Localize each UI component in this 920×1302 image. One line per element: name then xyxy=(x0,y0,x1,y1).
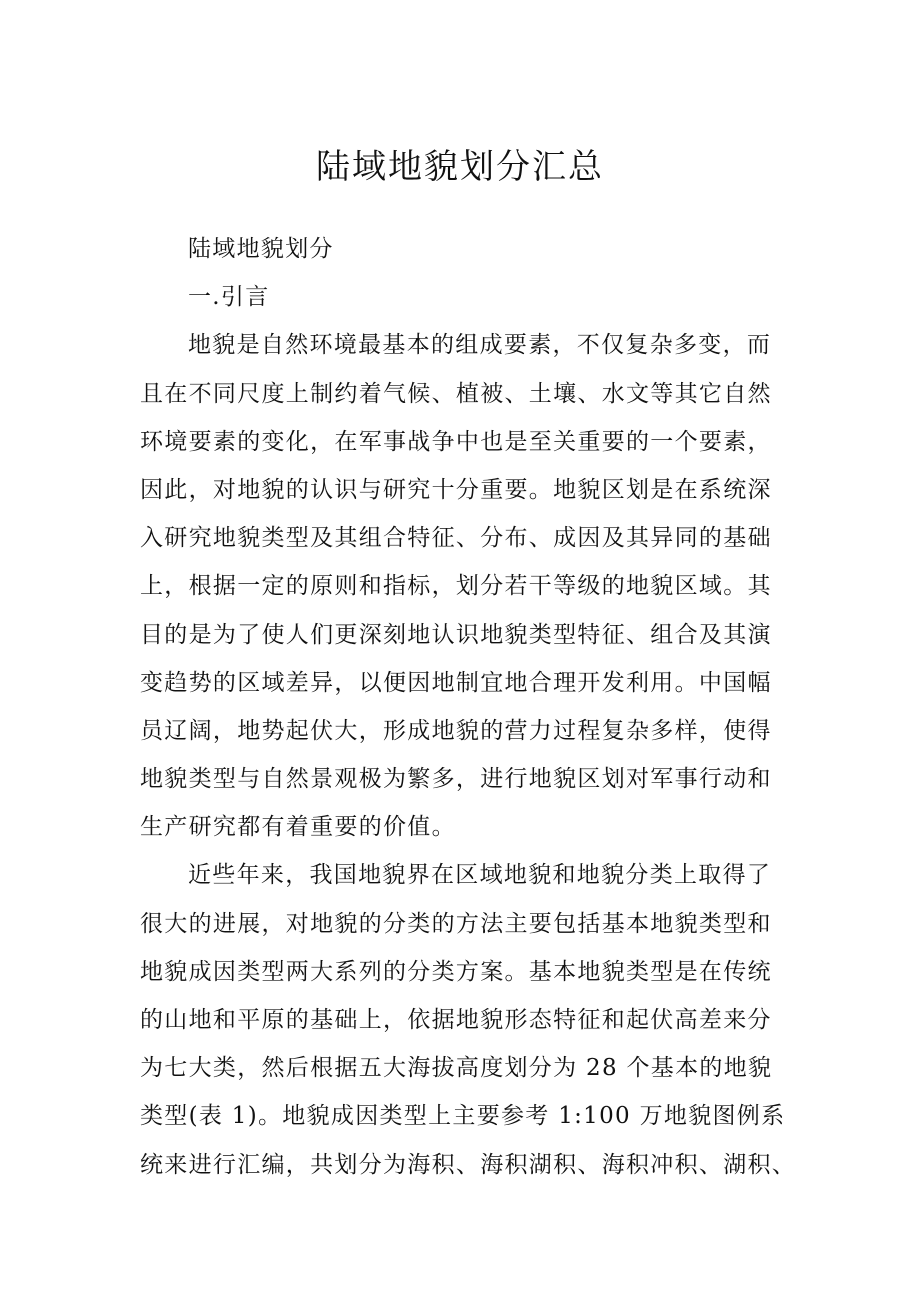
paragraph-line: 因此，对地貌的认识与研究十分重要。地貌区划是在系统深 xyxy=(140,476,772,503)
paragraph-line: 变趋势的区域差异，以便因地制宜地合理开发利用。中国幅 xyxy=(140,669,772,696)
paragraph-line: 生产研究都有着重要的价值。 xyxy=(140,814,456,841)
paragraph-line: 地貌类型与自然景观极为繁多，进行地貌区划对军事行动和 xyxy=(140,766,772,793)
paragraph-line: 员辽阔，地势起伏大，形成地貌的营力过程复杂多样，使得 xyxy=(140,717,772,744)
subsection-heading: 一.引言 xyxy=(188,284,270,311)
document-body xyxy=(140,225,797,1189)
paragraph-line: 近些年来，我国地貌界在区域地貌和地貌分类上取得了 xyxy=(188,862,772,889)
paragraph-line: 上，根据一定的原则和指标，划分若干等级的地貌区域。其 xyxy=(140,573,772,600)
document-title: 陆域地貌划分汇总 xyxy=(316,147,604,187)
paragraph-line: 环境要素的变化，在军事战争中也是至关重要的一个要素， xyxy=(140,428,772,455)
paragraph-line: 入研究地貌类型及其组合特征、分布、成因及其异同的基础 xyxy=(140,525,772,552)
paragraph-line: 为七大类，然后根据五大海拔高度划分为 28 个基本的地貌 xyxy=(140,1055,773,1082)
paragraph-line: 地貌是自然环境最基本的组成要素，不仅复杂多变，而 xyxy=(188,332,772,359)
paragraph-line: 很大的进展，对地貌的分类的方法主要包括基本地貌类型和 xyxy=(140,910,772,937)
paragraph-line: 类型(表 1)。地貌成因类型上主要参考 1:100 万地貌图例系 xyxy=(140,1103,786,1130)
paragraph-line: 且在不同尺度上制约着气候、植被、土壤、水文等其它自然 xyxy=(140,380,772,407)
paragraph-line: 的山地和平原的基础上，依据地貌形态特征和起伏高差来分 xyxy=(140,1007,772,1033)
paragraph-line: 地貌成因类型两大系列的分类方案。基本地貌类型是在传统 xyxy=(140,958,772,985)
section-heading: 陆域地貌划分 xyxy=(188,236,334,262)
paragraph-line: 目的是为了使人们更深刻地认识地貌类型特征、组合及其演 xyxy=(140,621,772,648)
paragraph-line: 统来进行汇编，共划分为海积、海积湖积、海积冲积、湖积、 xyxy=(140,1151,797,1178)
